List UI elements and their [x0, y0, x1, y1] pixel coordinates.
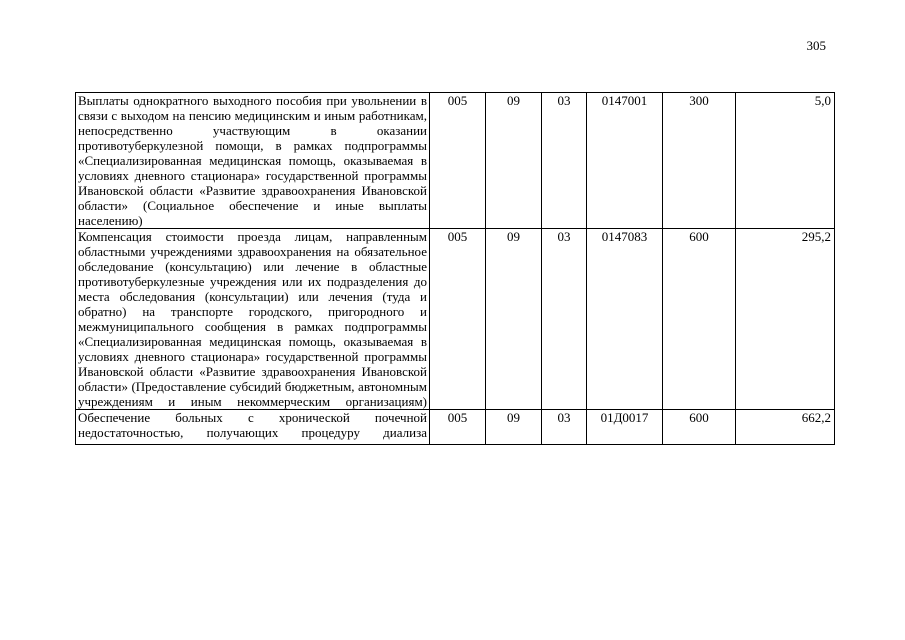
- ministry-code: 005: [430, 229, 486, 410]
- amount: 662,2: [736, 410, 835, 445]
- section-code: 09: [486, 229, 542, 410]
- expense-type-code: 300: [663, 93, 736, 229]
- expense-type-code: 600: [663, 229, 736, 410]
- amount: 5,0: [736, 93, 835, 229]
- section-code: 09: [486, 93, 542, 229]
- target-article-code: 0147083: [587, 229, 663, 410]
- row-description-text: Обеспечение больных с хронической почечной недостаточностью, получающих процедуру диализа: [78, 410, 427, 440]
- table-row: [76, 410, 835, 445]
- subsection-code: 03: [542, 229, 587, 410]
- ministry-code: 005: [430, 410, 486, 445]
- subsection-code: 03: [542, 410, 587, 445]
- row-description: Компенсация стоимости проезда лицам, направленным областными учреждениями здравоохранения на обязательное обследование (консультацию) или лечение в областные противотуберкулезные учреждения или их подразделения до места обследования (консультации) или лечения (туда и обратно) на транспорте городского, пригородного и межмуниципального сообщения в рамках подпрограммы «Специализированная медицинская помощь, оказываемая в условиях дневного стационара» государственной программы Ивановской области «Развитие здравоохранения Ивановской области» (Предоставление субсидий бюджетным, автономным учреждениям и иным некоммерческим организациям): [76, 229, 430, 410]
- row-description: Выплаты однократного выходного пособия при увольнении в связи с выходом на пенсию медицинским и иным работникам, непосредственно участвующим в оказании противотуберкулезной помощи, в рамках подпрограммы «Специализированная медицинская помощь, оказываемая в условиях дневного стационара» государственной программы Ивановской области «Развитие здравоохранения Ивановской области» (Социальное обеспечение и иные выплаты населению): [76, 93, 430, 229]
- row-description: [76, 410, 430, 445]
- budget-table: [75, 92, 835, 445]
- subsection-code: 03: [542, 93, 587, 229]
- expense-type-code: 600: [663, 410, 736, 445]
- section-code: 09: [486, 410, 542, 445]
- page-number: 305: [806, 38, 826, 53]
- target-article-code: 01Д0017: [587, 410, 663, 445]
- amount: 295,2: [736, 229, 835, 410]
- table-row: [76, 229, 835, 410]
- table-row: [76, 93, 835, 229]
- ministry-code: 005: [430, 93, 486, 229]
- target-article-code: 0147001: [587, 93, 663, 229]
